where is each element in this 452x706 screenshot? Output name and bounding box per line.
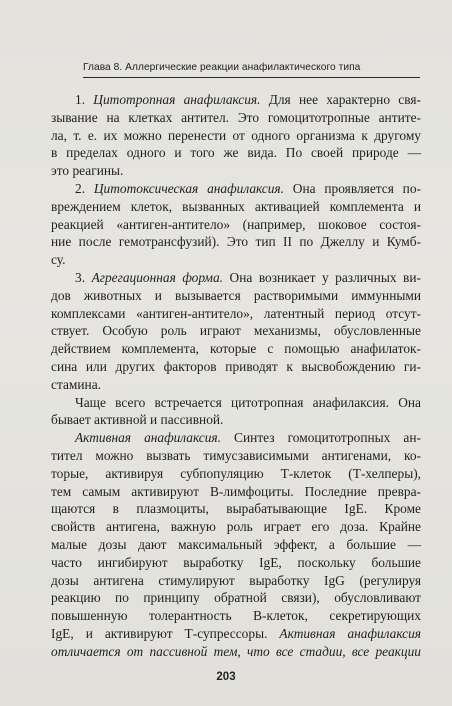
text-line — [51, 554, 421, 572]
body-text — [51, 91, 421, 661]
italic-term: отличается от пассивной тем, что все стадии, все реакции — [51, 643, 421, 659]
text-run: ствует. Особую роль играют механизмы, обусловленные — [51, 323, 421, 339]
text-run: в пределах одного и того же вида. По своей природе — — [51, 145, 421, 161]
text-line — [51, 233, 421, 251]
text-line — [51, 109, 421, 127]
text-run: вреждением клеток, вызванных активацией комплемента и — [51, 198, 421, 214]
text-line — [51, 643, 421, 661]
text-run: реакцию по принципу обратной связи), обусловливают — [51, 590, 421, 606]
italic-term: Активная анафилаксия. — [75, 430, 221, 446]
text-line — [51, 429, 421, 447]
text-line — [51, 162, 421, 180]
text-run: стамина. — [51, 376, 101, 392]
text-line — [51, 572, 421, 590]
italic-term: Цитотоксическая анафилаксия. — [93, 180, 284, 196]
text-run: Синтез гомоцитотропных ан- — [220, 430, 421, 446]
text-line — [51, 91, 421, 109]
italic-term: Цитотропная анафилаксия. — [93, 92, 261, 107]
text-line — [51, 518, 421, 536]
text-run: зывание на клетках антител. Это гомоцитотропные антите- — [51, 109, 421, 125]
text-run: повышенную толерантность В-клеток, секретирующих — [51, 608, 421, 624]
text-run: дов животных и вызывается растворимыми иммунными — [51, 287, 421, 303]
text-line — [51, 305, 421, 323]
text-run: су. — [51, 252, 66, 268]
text-line — [51, 127, 421, 145]
text-run: ние после гемотрансфузий). Это тип II по Джеллу и Кумб- — [51, 234, 421, 250]
text-line — [51, 322, 421, 340]
text-run: торые, активируя субпопуляцию Т-клеток (Т-хелперы), — [51, 465, 421, 481]
text-line — [51, 483, 421, 501]
page-number: 203 — [216, 671, 236, 683]
text-line — [51, 394, 421, 412]
text-line — [51, 198, 421, 216]
text-run: щаются в плазмоциты, вырабатывающие IgE. Кроме — [51, 501, 421, 517]
text-run: часто ингибируют выработку IgE, поскольку большие — [51, 554, 421, 570]
text-run: тем самым активируют В-лимфоциты. Последние превра- — [51, 483, 421, 499]
text-run: малые дозы дают максимальный эффект, а большие — — [51, 536, 421, 552]
text-run: 1. — [75, 92, 94, 107]
text-line — [51, 376, 421, 394]
text-run: действием комплемента, которые с помощью анафилаток- — [51, 341, 421, 357]
text-run: ла, т. е. их можно перенести от одного организма к другому — [51, 127, 421, 143]
text-run: это реагины. — [51, 163, 124, 179]
text-line — [51, 144, 421, 162]
text-run: комплексами «антиген-антитело», латентный период отсут- — [51, 305, 421, 321]
text-run: 2. — [75, 180, 94, 196]
text-line — [51, 536, 421, 554]
italic-term: Активная анафилаксия — [279, 625, 421, 641]
text-run: тител можно вызвать тимусзависимыми антигенами, ко- — [51, 447, 421, 463]
text-line — [51, 465, 421, 483]
text-run: Она возникает у различных ви- — [223, 269, 422, 285]
text-line — [51, 411, 421, 429]
text-run: 3. — [75, 269, 92, 285]
text-run: IgE, и активируют Т-супрессоры. — [51, 625, 280, 641]
text-run: дозы антигена стимулируют выработку IgG (регулируя — [51, 572, 421, 588]
text-line — [51, 340, 421, 358]
text-run: Чаще всего встречается цитотропная анафилаксия. Она — [75, 394, 421, 410]
header-rule — [83, 77, 420, 78]
text-line — [51, 251, 421, 269]
text-run: свойств антигена, важную роль играет его доза. Крайне — [51, 519, 421, 535]
text-line — [51, 358, 421, 376]
text-run: бывает активной и пассивной. — [51, 412, 224, 428]
italic-term: Агрегационная форма. — [91, 269, 223, 285]
text-run: реакцией «антиген-антитело» (например, шоковое состоя- — [51, 216, 421, 232]
text-run: сина или других факторов приводят к высвобождению ги- — [51, 358, 421, 374]
text-line — [51, 589, 421, 607]
text-line — [51, 607, 421, 625]
text-line — [51, 287, 421, 305]
text-line — [51, 180, 421, 198]
text-line — [51, 216, 421, 234]
text-run: Она проявляется по- — [283, 180, 421, 196]
text-line — [51, 625, 421, 643]
running-head: Глава 8. Аллергические реакции анафилактического типа — [83, 62, 361, 73]
text-line — [51, 269, 421, 287]
text-line — [51, 447, 421, 465]
text-line — [51, 500, 421, 518]
text-run: Для нее характерно свя- — [260, 92, 422, 107]
